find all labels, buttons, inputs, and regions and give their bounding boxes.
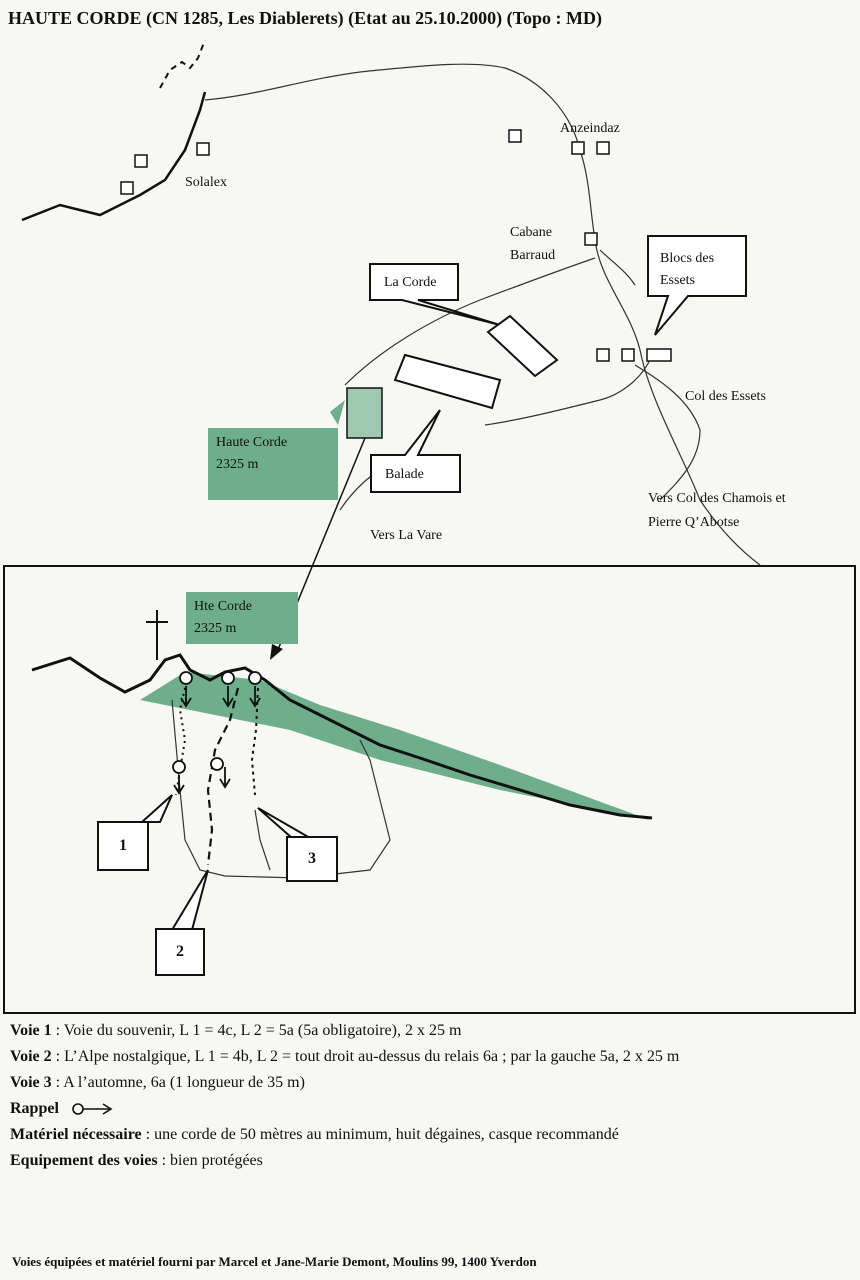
route-legend <box>10 1018 850 1174</box>
route-1-badge: 1 <box>97 821 149 871</box>
place-vers-col-2: Pierre Q’Abotse <box>648 515 740 530</box>
place-cabane: Cabane <box>510 225 552 240</box>
place-anzeindaz: Anzeindaz <box>560 121 620 136</box>
place-col-essets: Col des Essets <box>685 389 766 404</box>
legend-rappel: Rappel <box>10 1096 850 1122</box>
haute-corde-altitude: 2325 m <box>216 457 259 472</box>
hut-square <box>572 142 584 154</box>
haute-corde-name: Haute Corde <box>216 435 288 450</box>
num2-tail <box>172 870 208 930</box>
callout-balade: Balade <box>385 467 424 482</box>
pointer-arrow-head <box>270 644 283 660</box>
num3-tail <box>258 808 310 838</box>
profile-frame <box>4 566 855 1013</box>
haute-corde-rock <box>347 388 382 438</box>
hut-square <box>121 182 133 194</box>
route-2-badge: 2 <box>155 928 205 976</box>
place-barraud: Barraud <box>510 248 556 263</box>
belay-circle <box>211 758 223 770</box>
hut-square <box>509 130 521 142</box>
mountain-shade <box>140 672 650 820</box>
hut-square <box>597 142 609 154</box>
haute-corde-label <box>208 428 338 500</box>
hut-square <box>597 349 609 361</box>
legend-voie-2: Voie 2 : L’Alpe nostalgique, L 1 = 4b, L 2 = tout droit au-dessus du relais 6a ; par la gauche 5a, 2 x 25 m <box>10 1048 680 1065</box>
place-vers-col-1: Vers Col des Chamois et <box>648 491 786 506</box>
hte-corde-name: Hte Corde <box>194 599 252 614</box>
trail-line-4 <box>600 250 635 285</box>
hte-corde-label <box>186 592 298 644</box>
legend-voie-1: Voie 1 : Voie du souvenir, L 1 = 4c, L 2 = 5a (5a obligatoire), 2 x 25 m <box>10 1022 462 1039</box>
place-solalex: Solalex <box>185 175 227 190</box>
haute-corde-pointer <box>330 400 345 425</box>
legend-equipement: Equipement des voies : bien protégées <box>10 1152 263 1169</box>
valley-line <box>22 92 205 220</box>
callout-blocs-2: Essets <box>660 273 695 288</box>
callout-la-corde: La Corde <box>384 275 437 290</box>
belay-circle <box>222 672 234 684</box>
wall-outline-2 <box>255 810 270 870</box>
legend-materiel: Matériel nécessaire : une corde de 50 mètres au minimum, huit dégaines, casque recommandé <box>10 1126 619 1143</box>
la-corde-boulder <box>488 316 557 376</box>
hut-square <box>135 155 147 167</box>
place-vers-la-vare: Vers La Vare <box>370 528 443 543</box>
belay-circle <box>249 672 261 684</box>
hut-square <box>622 349 634 361</box>
legend-voie-3: Voie 3 : A l’automne, 6a (1 longueur de 35 m) <box>10 1074 305 1091</box>
balade-boulder <box>395 355 500 408</box>
hut-square <box>197 143 209 155</box>
trail-line-2 <box>485 360 650 425</box>
footer-credits: Voies équipées et matériel fourni par Marcel et Jane-Marie Demont, Moulins 99, 1400 Yverdon <box>12 1254 537 1269</box>
belay-circle <box>180 672 192 684</box>
belay-circle <box>173 761 185 773</box>
callout-blocs-1: Blocs des <box>660 251 715 266</box>
hut-square <box>647 349 671 361</box>
route-3-badge: 3 <box>286 836 338 882</box>
page-title: HAUTE CORDE (CN 1285, Les Diablerets) (Etat au 25.10.2000) (Topo : MD) <box>8 8 602 28</box>
rappel-symbol-icon <box>71 1102 115 1116</box>
num1-tail <box>142 795 172 822</box>
hut-square <box>585 233 597 245</box>
dashed-trail <box>160 40 205 88</box>
hte-corde-altitude: 2325 m <box>194 621 237 636</box>
